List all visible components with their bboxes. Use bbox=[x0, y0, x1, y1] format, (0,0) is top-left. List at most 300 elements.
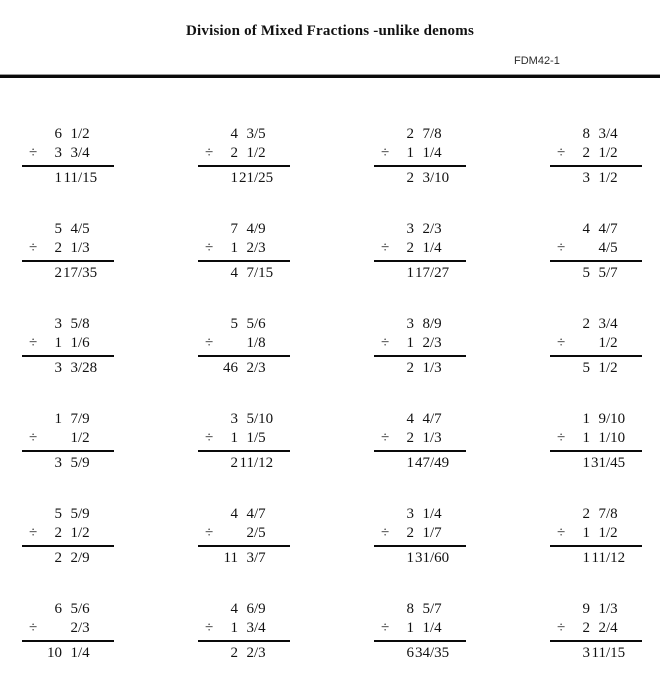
divide-sign: ÷ bbox=[557, 335, 566, 351]
answer-operator-slot bbox=[198, 549, 214, 568]
dividend-numerator: 1 bbox=[70, 126, 78, 142]
division-problem bbox=[22, 116, 114, 211]
divisor-line bbox=[374, 524, 466, 543]
divisor-whole: 2 bbox=[582, 620, 590, 636]
divisor-numerator: 2 bbox=[70, 620, 78, 636]
answer-whole: 10 bbox=[47, 645, 62, 661]
dividend-line bbox=[550, 505, 642, 524]
divisor-whole: 2 bbox=[406, 430, 414, 446]
answer-line bbox=[22, 644, 114, 663]
answer-line bbox=[198, 644, 290, 663]
divisor-denominator: /2 bbox=[78, 525, 90, 541]
answer-rule bbox=[550, 450, 642, 452]
operator-slot bbox=[22, 125, 38, 144]
answer-denominator: /10 bbox=[430, 170, 450, 186]
dividend-whole: 6 bbox=[54, 601, 62, 617]
answer-line bbox=[198, 549, 290, 568]
answer-denominator: /12 bbox=[254, 455, 274, 471]
divisor-line bbox=[198, 334, 290, 353]
operator-slot bbox=[374, 220, 390, 239]
answer-whole: 3 bbox=[582, 645, 590, 661]
dividend-line bbox=[374, 315, 466, 334]
dividend-line bbox=[22, 505, 114, 524]
divisor-denominator: /8 bbox=[254, 335, 266, 351]
answer-numerator: 1 bbox=[70, 645, 78, 661]
answer-operator-slot bbox=[198, 454, 214, 473]
dividend-line bbox=[198, 315, 290, 334]
dividend-whole: 3 bbox=[54, 316, 62, 332]
answer-rule bbox=[550, 165, 642, 167]
dividend-line bbox=[374, 505, 466, 524]
answer-denominator: /3 bbox=[254, 645, 266, 661]
answer-operator-slot bbox=[374, 549, 390, 568]
answer-whole: 6 bbox=[406, 645, 414, 661]
answer-rule bbox=[374, 165, 466, 167]
answer-rule bbox=[550, 260, 642, 262]
dividend-numerator: 5 bbox=[246, 316, 254, 332]
dividend-denominator: /3 bbox=[606, 601, 618, 617]
division-problem bbox=[550, 211, 642, 306]
answer-numerator: 7 bbox=[246, 265, 254, 281]
dividend-line bbox=[22, 600, 114, 619]
answer-line bbox=[198, 169, 290, 188]
dividend-whole: 5 bbox=[230, 316, 238, 332]
dividend-denominator: /4 bbox=[606, 126, 618, 142]
dividend-denominator: /6 bbox=[254, 316, 266, 332]
answer-denominator: /35 bbox=[430, 645, 450, 661]
divide-sign: ÷ bbox=[205, 525, 214, 541]
divisor-numerator: 1 bbox=[598, 335, 606, 351]
dividend-whole: 3 bbox=[406, 221, 414, 237]
answer-rule bbox=[374, 260, 466, 262]
divisor-line bbox=[198, 144, 290, 163]
division-problem bbox=[550, 401, 642, 496]
answer-whole: 2 bbox=[406, 170, 414, 186]
divisor-denominator: /2 bbox=[254, 145, 266, 161]
divisor-line bbox=[22, 239, 114, 258]
division-problem bbox=[22, 211, 114, 306]
division-problem bbox=[374, 211, 466, 306]
divisor-line bbox=[198, 619, 290, 638]
answer-rule bbox=[198, 545, 290, 547]
answer-operator-slot bbox=[374, 644, 390, 663]
divisor-denominator: /4 bbox=[254, 620, 266, 636]
answer-whole: 5 bbox=[582, 265, 590, 281]
answer-operator-slot bbox=[22, 264, 38, 283]
answer-numerator: 17 bbox=[63, 265, 78, 281]
dividend-denominator: /4 bbox=[430, 506, 442, 522]
operator-slot bbox=[550, 410, 566, 429]
answer-denominator: /4 bbox=[78, 645, 90, 661]
divide-sign: ÷ bbox=[29, 240, 38, 256]
divisor-whole: 1 bbox=[582, 430, 590, 446]
answer-rule bbox=[22, 545, 114, 547]
dividend-line bbox=[22, 410, 114, 429]
divisor-numerator: 2 bbox=[246, 240, 254, 256]
divisor-numerator: 3 bbox=[246, 620, 254, 636]
dividend-numerator: 4 bbox=[246, 221, 254, 237]
answer-operator-slot bbox=[22, 549, 38, 568]
divide-sign: ÷ bbox=[29, 335, 38, 351]
answer-denominator: /28 bbox=[78, 360, 98, 376]
answer-line bbox=[374, 549, 466, 568]
answer-line bbox=[550, 454, 642, 473]
divisor-whole: 1 bbox=[406, 335, 414, 351]
dividend-line bbox=[198, 220, 290, 239]
dividend-numerator: 5 bbox=[70, 601, 78, 617]
answer-numerator: 1 bbox=[598, 170, 606, 186]
answer-rule bbox=[550, 355, 642, 357]
dividend-numerator: 1 bbox=[598, 601, 606, 617]
divisor-line bbox=[22, 429, 114, 448]
answer-operator-slot bbox=[374, 169, 390, 188]
dividend-denominator: /7 bbox=[254, 506, 266, 522]
divisor-whole bbox=[38, 429, 62, 448]
dividend-numerator: 9 bbox=[598, 411, 606, 427]
answer-rule bbox=[22, 640, 114, 642]
answer-denominator: /25 bbox=[254, 170, 274, 186]
answer-numerator: 1 bbox=[598, 360, 606, 376]
divisor-whole bbox=[38, 619, 62, 638]
division-problem bbox=[374, 116, 466, 211]
dividend-line bbox=[550, 220, 642, 239]
divisor-whole bbox=[566, 334, 590, 353]
dividend-denominator: /5 bbox=[78, 221, 90, 237]
answer-line bbox=[550, 549, 642, 568]
answer-whole: 1 bbox=[406, 455, 414, 471]
answer-operator-slot bbox=[22, 644, 38, 663]
divide-sign: ÷ bbox=[29, 145, 38, 161]
divide-sign: ÷ bbox=[557, 145, 566, 161]
divide-sign: ÷ bbox=[381, 620, 390, 636]
divisor-denominator: /4 bbox=[430, 145, 442, 161]
division-problem bbox=[198, 211, 290, 306]
divisor-whole: 1 bbox=[406, 620, 414, 636]
divisor-whole: 2 bbox=[582, 145, 590, 161]
divisor-numerator: 1 bbox=[70, 240, 78, 256]
answer-rule bbox=[550, 545, 642, 547]
divisor-denominator: /4 bbox=[430, 240, 442, 256]
dividend-whole: 9 bbox=[582, 601, 590, 617]
operator-slot bbox=[550, 600, 566, 619]
divisor-whole: 1 bbox=[230, 430, 238, 446]
answer-numerator: 11 bbox=[591, 645, 606, 661]
answer-line bbox=[22, 549, 114, 568]
divisor-line bbox=[22, 334, 114, 353]
division-problem bbox=[198, 306, 290, 401]
divisor-whole: 2 bbox=[406, 240, 414, 256]
divisor-denominator: /3 bbox=[78, 240, 90, 256]
divisor-denominator: /4 bbox=[606, 620, 618, 636]
answer-numerator: 31 bbox=[591, 455, 606, 471]
divisor-line bbox=[198, 429, 290, 448]
dividend-denominator: /8 bbox=[430, 126, 442, 142]
answer-numerator: 11 bbox=[591, 550, 606, 566]
answer-denominator: /45 bbox=[606, 455, 626, 471]
divisor-line bbox=[374, 429, 466, 448]
divisor-numerator: 1 bbox=[70, 335, 78, 351]
answer-numerator: 5 bbox=[70, 455, 78, 471]
dividend-denominator: /9 bbox=[78, 411, 90, 427]
answer-numerator: 3 bbox=[422, 170, 430, 186]
operator-slot bbox=[550, 125, 566, 144]
divide-sign: ÷ bbox=[381, 240, 390, 256]
dividend-line bbox=[374, 410, 466, 429]
divide-sign: ÷ bbox=[557, 620, 566, 636]
answer-denominator: /9 bbox=[78, 455, 90, 471]
divisor-numerator: 1 bbox=[246, 335, 254, 351]
answer-numerator: 3 bbox=[70, 360, 78, 376]
dividend-numerator: 4 bbox=[70, 221, 78, 237]
answer-rule bbox=[198, 640, 290, 642]
dividend-whole: 4 bbox=[406, 411, 414, 427]
answer-operator-slot bbox=[198, 169, 214, 188]
division-problem bbox=[374, 496, 466, 591]
divisor-numerator: 1 bbox=[422, 240, 430, 256]
worksheet-title: Division of Mixed Fractions -unlike denoms bbox=[186, 23, 474, 39]
operator-slot bbox=[22, 220, 38, 239]
divide-sign: ÷ bbox=[29, 430, 38, 446]
dividend-whole: 6 bbox=[54, 126, 62, 142]
answer-rule bbox=[550, 640, 642, 642]
operator-slot bbox=[374, 125, 390, 144]
divisor-numerator: 1 bbox=[422, 525, 430, 541]
dividend-whole: 2 bbox=[582, 506, 590, 522]
division-problem bbox=[22, 401, 114, 496]
operator-slot bbox=[22, 315, 38, 334]
answer-denominator: /49 bbox=[430, 455, 450, 471]
divisor-whole: 1 bbox=[406, 145, 414, 161]
answer-rule bbox=[22, 260, 114, 262]
divisor-whole: 1 bbox=[54, 335, 62, 351]
answer-operator-slot bbox=[550, 264, 566, 283]
dividend-line bbox=[550, 125, 642, 144]
divide-sign: ÷ bbox=[205, 240, 214, 256]
division-problem bbox=[198, 496, 290, 591]
divisor-whole: 2 bbox=[54, 240, 62, 256]
answer-whole: 5 bbox=[582, 360, 590, 376]
divisor-line bbox=[550, 144, 642, 163]
dividend-whole: 2 bbox=[406, 126, 414, 142]
divisor-numerator: 1 bbox=[598, 525, 606, 541]
dividend-line bbox=[550, 600, 642, 619]
dividend-numerator: 6 bbox=[246, 601, 254, 617]
divisor-denominator: /10 bbox=[606, 430, 626, 446]
operator-slot bbox=[198, 315, 214, 334]
operator-slot bbox=[374, 505, 390, 524]
answer-line bbox=[198, 359, 290, 378]
dividend-whole: 4 bbox=[230, 126, 238, 142]
dividend-denominator: /5 bbox=[254, 126, 266, 142]
dividend-numerator: 4 bbox=[422, 411, 430, 427]
answer-whole: 1 bbox=[230, 170, 238, 186]
dividend-whole: 1 bbox=[582, 411, 590, 427]
answer-whole: 2 bbox=[230, 645, 238, 661]
divisor-denominator: /3 bbox=[430, 430, 442, 446]
answer-denominator: /15 bbox=[606, 645, 626, 661]
answer-line bbox=[22, 169, 114, 188]
divisor-line bbox=[550, 429, 642, 448]
division-problem bbox=[198, 591, 290, 681]
dividend-denominator: /3 bbox=[430, 221, 442, 237]
dividend-numerator: 5 bbox=[246, 411, 254, 427]
answer-whole: 1 bbox=[582, 550, 590, 566]
divisor-denominator: /4 bbox=[78, 145, 90, 161]
dividend-numerator: 7 bbox=[422, 126, 430, 142]
divisor-whole: 3 bbox=[54, 145, 62, 161]
answer-whole: 3 bbox=[54, 455, 62, 471]
dividend-line bbox=[550, 410, 642, 429]
answer-numerator: 2 bbox=[70, 550, 78, 566]
dividend-whole: 5 bbox=[54, 506, 62, 522]
answer-operator-slot bbox=[198, 264, 214, 283]
answer-numerator: 11 bbox=[63, 170, 78, 186]
divisor-line bbox=[22, 619, 114, 638]
answer-operator-slot bbox=[374, 454, 390, 473]
divisor-whole: 1 bbox=[230, 240, 238, 256]
divisor-denominator: /2 bbox=[606, 525, 618, 541]
dividend-numerator: 3 bbox=[598, 316, 606, 332]
answer-numerator: 2 bbox=[246, 360, 254, 376]
answer-operator-slot bbox=[22, 169, 38, 188]
answer-line bbox=[374, 264, 466, 283]
operator-slot bbox=[22, 600, 38, 619]
dividend-denominator: /8 bbox=[606, 506, 618, 522]
dividend-numerator: 7 bbox=[70, 411, 78, 427]
dividend-denominator: /7 bbox=[606, 221, 618, 237]
divisor-numerator: 1 bbox=[422, 620, 430, 636]
dividend-line bbox=[374, 220, 466, 239]
dividend-whole: 4 bbox=[230, 601, 238, 617]
dividend-numerator: 8 bbox=[422, 316, 430, 332]
answer-denominator: /7 bbox=[606, 265, 618, 281]
answer-numerator: 3 bbox=[246, 550, 254, 566]
dividend-denominator: /10 bbox=[254, 411, 274, 427]
answer-operator-slot bbox=[550, 169, 566, 188]
dividend-whole: 7 bbox=[230, 221, 238, 237]
answer-denominator: /12 bbox=[606, 550, 626, 566]
answer-whole: 1 bbox=[406, 265, 414, 281]
dividend-whole: 4 bbox=[230, 506, 238, 522]
answer-operator-slot bbox=[550, 644, 566, 663]
divide-sign: ÷ bbox=[205, 145, 214, 161]
division-problem bbox=[198, 401, 290, 496]
answer-whole: 2 bbox=[230, 455, 238, 471]
answer-rule bbox=[374, 450, 466, 452]
divisor-line bbox=[550, 619, 642, 638]
answer-numerator: 47 bbox=[415, 455, 430, 471]
division-problem bbox=[22, 591, 114, 681]
answer-rule bbox=[374, 640, 466, 642]
answer-line bbox=[550, 264, 642, 283]
dividend-line bbox=[374, 600, 466, 619]
division-problem bbox=[22, 306, 114, 401]
answer-whole: 1 bbox=[54, 170, 62, 186]
answer-operator-slot bbox=[550, 454, 566, 473]
divide-sign: ÷ bbox=[557, 430, 566, 446]
answer-line bbox=[374, 644, 466, 663]
divide-sign: ÷ bbox=[557, 525, 566, 541]
divisor-numerator: 3 bbox=[70, 145, 78, 161]
dividend-numerator: 5 bbox=[70, 316, 78, 332]
dividend-denominator: /4 bbox=[606, 316, 618, 332]
dividend-numerator: 3 bbox=[598, 126, 606, 142]
operator-slot bbox=[198, 410, 214, 429]
division-problem bbox=[374, 306, 466, 401]
divisor-line bbox=[198, 239, 290, 258]
divide-sign: ÷ bbox=[381, 430, 390, 446]
answer-operator-slot bbox=[198, 359, 214, 378]
answer-denominator: /35 bbox=[78, 265, 98, 281]
division-problem bbox=[550, 116, 642, 211]
answer-numerator: 34 bbox=[415, 645, 430, 661]
operator-slot bbox=[198, 505, 214, 524]
dividend-numerator: 3 bbox=[246, 126, 254, 142]
dividend-denominator: /8 bbox=[78, 316, 90, 332]
answer-denominator: /7 bbox=[254, 550, 266, 566]
answer-line bbox=[374, 454, 466, 473]
division-problem bbox=[374, 401, 466, 496]
dividend-line bbox=[22, 315, 114, 334]
answer-denominator: /15 bbox=[78, 170, 98, 186]
dividend-line bbox=[22, 125, 114, 144]
divisor-denominator: /2 bbox=[78, 430, 90, 446]
header-rule bbox=[0, 74, 660, 78]
division-problem bbox=[374, 591, 466, 681]
divide-sign: ÷ bbox=[381, 335, 390, 351]
divide-sign: ÷ bbox=[205, 335, 214, 351]
answer-operator-slot bbox=[374, 264, 390, 283]
answer-denominator: /2 bbox=[606, 170, 618, 186]
dividend-numerator: 4 bbox=[246, 506, 254, 522]
answer-whole: 3 bbox=[582, 170, 590, 186]
operator-slot bbox=[198, 125, 214, 144]
worksheet-code: FDM42-1 bbox=[514, 55, 560, 67]
answer-line bbox=[198, 454, 290, 473]
answer-numerator: 5 bbox=[598, 265, 606, 281]
dividend-numerator: 4 bbox=[598, 221, 606, 237]
answer-denominator: /3 bbox=[254, 360, 266, 376]
answer-line bbox=[22, 264, 114, 283]
dividend-whole: 8 bbox=[582, 126, 590, 142]
answer-whole: 1 bbox=[582, 455, 590, 471]
divisor-line bbox=[22, 524, 114, 543]
divisor-line bbox=[22, 144, 114, 163]
operator-slot bbox=[374, 410, 390, 429]
operator-slot bbox=[374, 600, 390, 619]
dividend-denominator: /9 bbox=[254, 601, 266, 617]
answer-whole: 2 bbox=[54, 265, 62, 281]
answer-numerator: 17 bbox=[415, 265, 430, 281]
dividend-denominator: /9 bbox=[254, 221, 266, 237]
divisor-numerator: 1 bbox=[70, 525, 78, 541]
problems-grid bbox=[22, 116, 642, 681]
answer-rule bbox=[198, 165, 290, 167]
divisor-denominator: /6 bbox=[78, 335, 90, 351]
operator-slot bbox=[22, 505, 38, 524]
answer-whole: 1 bbox=[406, 550, 414, 566]
divisor-denominator: /5 bbox=[606, 240, 618, 256]
divide-sign: ÷ bbox=[29, 525, 38, 541]
dividend-line bbox=[198, 125, 290, 144]
divide-sign: ÷ bbox=[557, 240, 566, 256]
divide-sign: ÷ bbox=[205, 620, 214, 636]
answer-line bbox=[374, 359, 466, 378]
divisor-whole: 1 bbox=[582, 525, 590, 541]
dividend-denominator: /7 bbox=[430, 411, 442, 427]
answer-rule bbox=[22, 450, 114, 452]
answer-rule bbox=[22, 355, 114, 357]
